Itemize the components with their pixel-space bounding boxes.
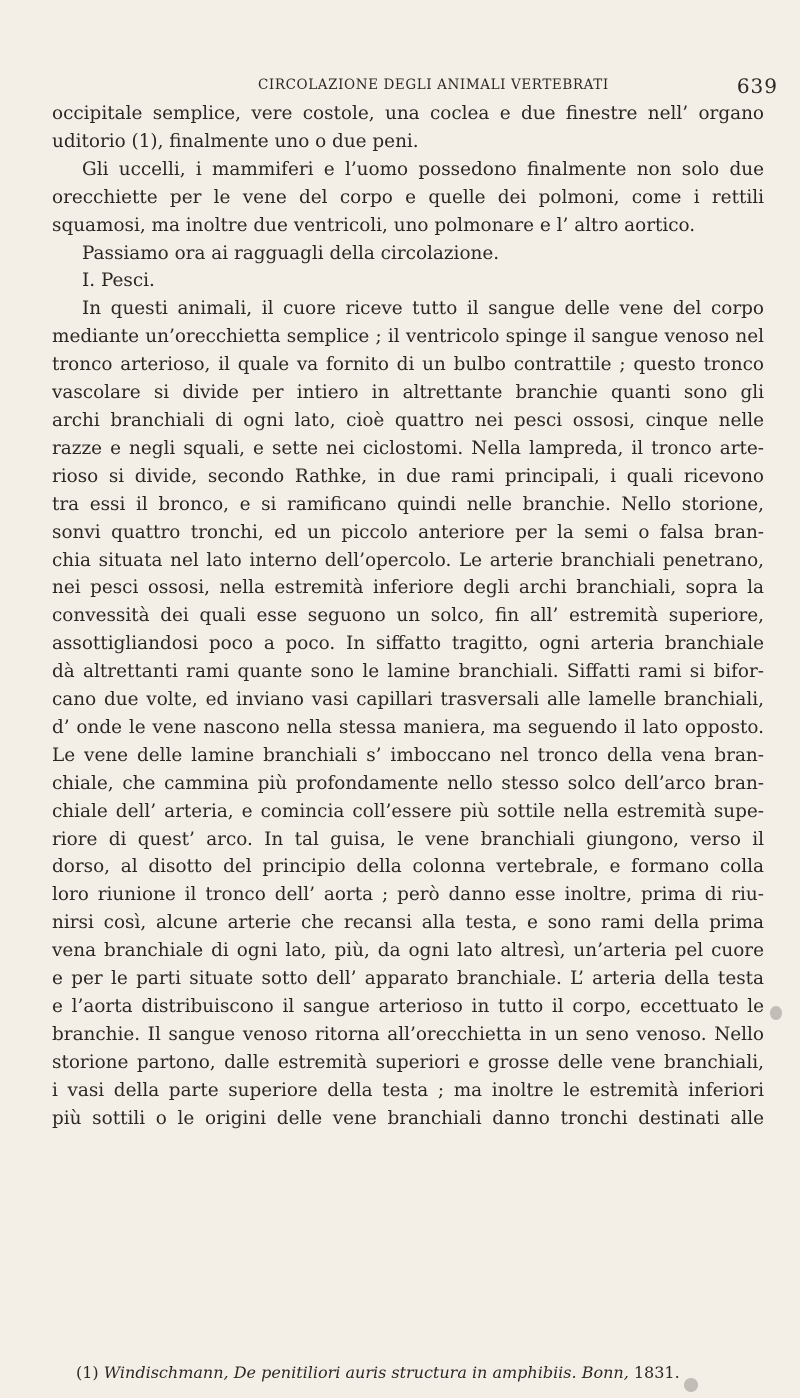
text-line: archi branchiali di ogni lato, cioè quattro nei pesci ossosi, cinque nelle — [52, 409, 764, 431]
text-line: uditorio (1), finalmente uno o due peni. — [52, 130, 419, 152]
text-line: chia situata nel lato interno dell’opercolo. Le arterie branchiali penetrano, — [52, 549, 764, 571]
text-line: storione partono, dalle estremità superiori e grosse delle vene branchiali, — [52, 1051, 764, 1073]
text-line: occipitale semplice, vere costole, una coclea e due finestre nell’ organo — [52, 103, 764, 124]
text-line: tronco arterioso, il quale va fornito di un bulbo contrattile ; questo tronco — [52, 354, 764, 376]
text-line: branchie. Il sangue venoso ritorna all’orecchietta in un seno venoso. Nello — [52, 1023, 764, 1045]
page-number: 639 — [736, 74, 778, 98]
footnote — [76, 1363, 766, 1382]
footnote-place: Bonn, — [581, 1363, 629, 1382]
footnote-author: Windischmann, — [103, 1363, 229, 1382]
text-line: i vasi della parte superiore della testa ; ma inoltre le estremità inferiori — [52, 1079, 764, 1101]
running-title: CIRCOLAZIONE DEGLI ANIMALI VERTEBRATI — [258, 77, 609, 93]
text-line: riore di quest’ arco. In tal guisa, le vene branchiali giungono, verso il — [52, 828, 764, 850]
text-line: razze e negli squali, e sette nei ciclostomi. Nella lampreda, il tronco arte- — [52, 437, 764, 459]
text-line: chiale dell’ arteria, e comincia coll’essere più sottile nella estremità supe- — [52, 800, 764, 822]
text-line: vascolare si divide per intiero in altrettante branchie quanti sono gli — [52, 382, 764, 404]
text-line: mediante un’orecchietta semplice ; il ventricolo spinge il sangue venoso nel — [52, 326, 764, 348]
text-line: sonvi quattro tronchi, ed un piccolo anteriore per la semi o falsa bran- — [52, 521, 764, 543]
text-line: In questi animali, il cuore riceve tutto il sangue delle vene del corpo — [82, 298, 764, 320]
footnote-year: 1831. — [633, 1363, 680, 1382]
text-line: loro riunione il tronco dell’ aorta ; però danno esse inoltre, prima di riu- — [52, 884, 764, 906]
text-line: e per le parti situate sotto dell’ apparato branchiale. L’ arteria della testa — [52, 968, 764, 990]
text-line: chiale, che cammina più profondamente nello stesso solco dell’arco bran- — [52, 772, 764, 794]
text-line: cano due volte, ed inviano vasi capillari trasversali alle lamelle branchiali, — [52, 689, 764, 711]
text-line: tra essi il bronco, e si ramificano quindi nelle branchie. Nello storione, — [52, 493, 764, 515]
text-line: convessità dei quali esse seguono un solco, fin all’ estremità superiore, — [52, 605, 764, 627]
footnote-marker: (1) — [76, 1363, 99, 1382]
text-line: più sottili o le origini delle vene branchiali danno tronchi destinati alle — [52, 1107, 764, 1129]
ink-blot — [770, 1006, 782, 1020]
text-line: d’ onde le vene nascono nella stessa maniera, ma seguendo il lato opposto. — [52, 716, 764, 738]
text-line: nirsi così, alcune arterie che recansi alla testa, e sono rami della prima — [52, 912, 764, 934]
ink-blot — [684, 1378, 698, 1392]
body-text — [52, 100, 764, 1133]
text-line: I. Pesci. — [82, 270, 155, 292]
text-line: Le vene delle lamine branchiali s’ imboccano nel tronco della vena bran- — [52, 744, 764, 766]
text-line: squamosi, ma inoltre due ventricoli, uno polmonare e l’ altro aortico. — [52, 214, 696, 236]
text-line: rioso si divide, secondo Rathke, in due rami principali, i quali ricevono — [52, 465, 764, 487]
text-line: Gli uccelli, i mammiferi e l’uomo possedono finalmente non solo due — [82, 158, 764, 180]
text-line: Passiamo ora ai ragguagli della circolazione. — [82, 242, 500, 264]
text-line: assottigliandosi poco a poco. In siffatto tragitto, ogni arteria branchiale — [52, 633, 764, 655]
text-line: dà altrettanti rami quante sono le lamine branchiali. Siffatti rami si bifor- — [52, 661, 764, 683]
text-line: nei pesci ossosi, nella estremità inferiore degli archi branchiali, sopra la — [52, 577, 764, 599]
footnote-title: De penitiliori auris structura in amphibiis. — [233, 1363, 577, 1382]
text-line: orecchiette per le vene del corpo e quelle dei polmoni, come i rettili — [52, 186, 764, 208]
text-line: dorso, al disotto del principio della colonna vertebrale, e formano colla — [52, 856, 764, 878]
text-line: vena branchiale di ogni lato, più, da ogni lato altresì, un’arteria pel cuore — [52, 940, 764, 962]
text-line: e l’aorta distribuiscono il sangue arterioso in tutto il corpo, eccettuato le — [52, 996, 764, 1017]
